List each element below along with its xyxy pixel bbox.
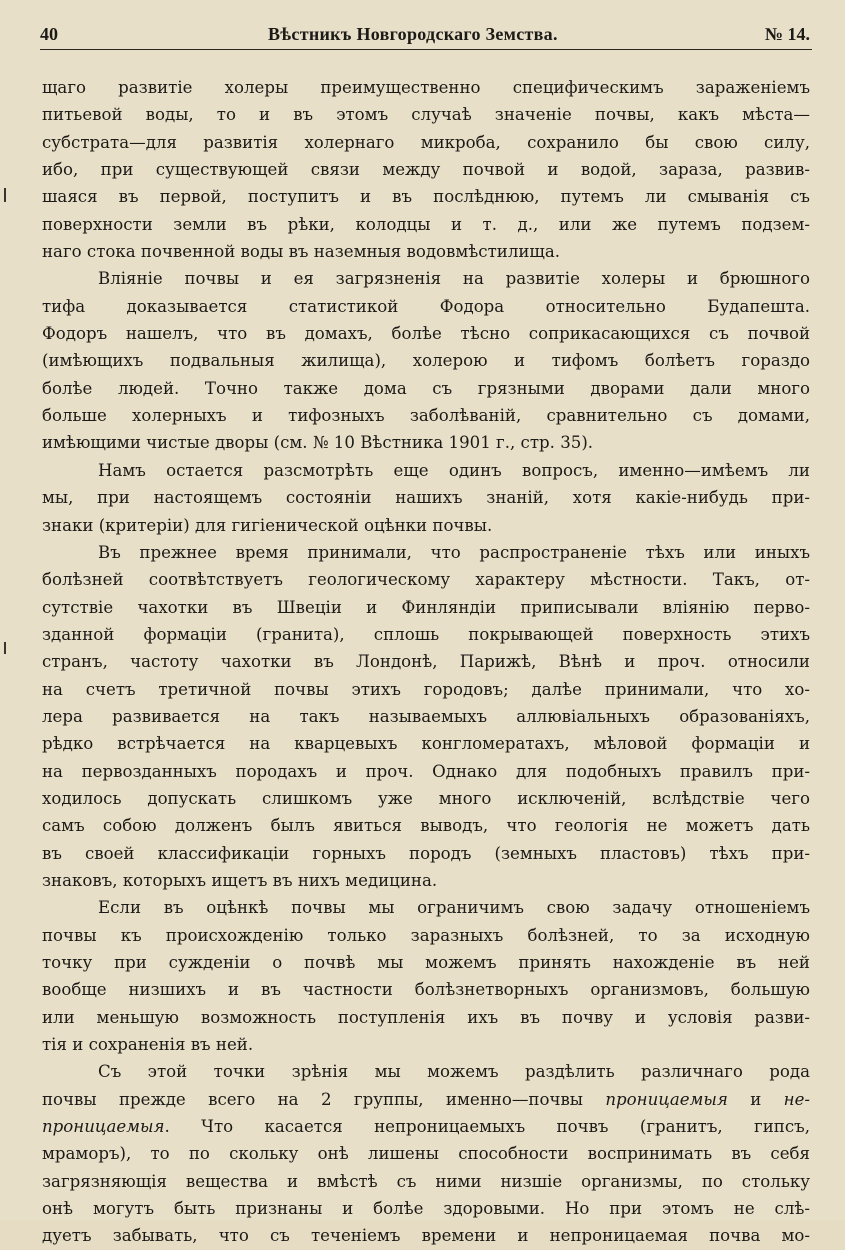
emphasis-impermeable-part1: не-	[783, 1089, 810, 1109]
page-header	[40, 22, 810, 46]
text-line: ибо, при существующей связи между почвой и водой, зараза, развив-	[42, 160, 810, 180]
page-number: 40	[40, 24, 58, 44]
text-line	[42, 1113, 810, 1140]
text-line: (имѣющихъ подвальныя жилища), холерою и тифомъ болѣетъ гораздо	[42, 351, 810, 371]
emphasis-impermeable-part2: проницаемыя	[42, 1117, 165, 1137]
text-run: и	[727, 1089, 784, 1109]
text-line	[42, 1086, 810, 1113]
text-line: ходилось допускать слишкомъ уже много исключеній, вслѣдствіе чего	[42, 788, 810, 808]
text-line: странъ, частоту чахотки въ Лондонѣ, Парижѣ, Вѣнѣ и проч. относили	[42, 652, 810, 672]
emphasis-permeable: проницаемыя	[605, 1089, 728, 1109]
text-line: лера развивается на такъ называемыхъ аллювіальныхъ образованіяхъ,	[42, 706, 810, 726]
text-run: почвы прежде всего на 2 группы, именно—почвы	[42, 1089, 606, 1109]
text-line: болѣе людей. Точно также дома съ грязными дворами дали много	[42, 378, 810, 398]
text-line: больше холерныхъ и тифозныхъ заболѣваній, сравнительно съ домами,	[42, 406, 810, 426]
text-line: сутствіе чахотки въ Швеціи и Финляндіи приписывали вліянію перво-	[42, 597, 810, 617]
text-line: вообще низшихъ и въ частности болѣзнетворныхъ организмовъ, большую	[42, 980, 810, 1000]
text-line: на первозданныхъ породахъ и проч. Однако для подобныхъ правилъ при-	[42, 761, 810, 781]
article-body	[42, 74, 810, 1250]
issue-number: № 14.	[764, 24, 810, 44]
margin-mark	[4, 188, 6, 202]
text-line: щаго развитіе холеры преимущественно специфическимъ зараженіемъ	[42, 78, 810, 97]
text-line: дуетъ забывать, что съ теченіемъ времени и непроницаемая почва мо-	[42, 1226, 810, 1246]
text-line: знаки (критеріи) для гигіенической оцѣнки почвы.	[42, 515, 493, 535]
text-line: имѣющими чистые дворы (см. № 10 Вѣстника 1901 г., стр. 35).	[42, 433, 594, 453]
text-line: рѣдко встрѣчается на кварцевыхъ конгломератахъ, мѣловой формаціи и	[42, 734, 810, 754]
text-line: Фодоръ нашелъ, что въ домахъ, болѣе тѣсно соприкасающихся съ почвой	[42, 324, 810, 344]
text-line: наго стока почвенной воды въ наземныя водовмѣстилища.	[42, 242, 561, 262]
text-line: Если въ оцѣнкѣ почвы мы ограничимъ свою задачу отношеніемъ	[98, 898, 810, 918]
header-rule	[40, 49, 812, 50]
text-run: . Что касается непроницаемыхъ почвъ (гранитъ, гипсъ,	[164, 1117, 810, 1137]
text-line: шаяся въ первой, поступитъ и въ послѣднюю, путемъ ли смыванія съ	[42, 187, 810, 207]
text-line: субстрата—для развитія холернаго микроба, сохранило бы свою силу,	[42, 132, 810, 152]
journal-title: Вѣстникъ Новгородскаго Земства.	[268, 24, 558, 44]
text-line: точку при сужденіи о почвѣ мы можемъ принять нахожденіе въ ней	[42, 953, 810, 972]
text-line: тифа доказывается статистикой Фодора относительно Будапешта.	[42, 296, 810, 316]
text-line: въ своей классификаціи горныхъ породъ (земныхъ пластовъ) тѣхъ при-	[42, 843, 810, 863]
text-line: на счетъ третичной почвы этихъ городовъ; далѣе принимали, что хо-	[42, 679, 810, 699]
text-line: Въ прежнее время принимали, что распространеніе тѣхъ или иныхъ	[98, 542, 810, 562]
text-line: онѣ могутъ быть признаны и болѣе здоровыми. Но при этомъ не слѣ-	[42, 1199, 810, 1219]
text-line: питьевой воды, то и въ этомъ случаѣ значеніе почвы, какъ мѣста—	[42, 105, 810, 125]
text-line: Съ этой точки зрѣнія мы можемъ раздѣлить различнаго рода	[98, 1062, 810, 1082]
margin-mark	[4, 642, 6, 654]
text-line: почвы къ происхожденію только заразныхъ болѣзней, то за исходную	[42, 925, 810, 945]
text-line: мы, при настоящемъ состояніи нашихъ знаній, хотя какіе-нибудь при-	[42, 488, 810, 508]
text-line: тія и сохраненія въ ней.	[42, 1035, 254, 1055]
text-line: Вліяніе почвы и ея загрязненія на развитіе холеры и брюшного	[98, 269, 810, 289]
text-line: самъ собою долженъ былъ явиться выводъ, что геологія не можетъ дать	[42, 816, 810, 836]
text-line: мраморъ), то по скольку онѣ лишены способности воспринимать въ себя	[42, 1144, 810, 1164]
text-line: загрязняющія вещества и вмѣстѣ съ ними низшіе организмы, по стольку	[42, 1171, 810, 1191]
text-line: или меньшую возможность поступленія ихъ въ почву и условія разви-	[42, 1007, 810, 1027]
text-line: знаковъ, которыхъ ищетъ въ нихъ медицина.	[42, 870, 438, 890]
text-line: зданной формаціи (гранита), сплошь покрывающей поверхность этихъ	[42, 624, 810, 644]
text-line: Намъ остается разсмотрѣть еще одинъ вопросъ, именно—имѣемъ ли	[98, 460, 810, 480]
text-line: болѣзней соотвѣтствуетъ геологическому характеру мѣстности. Такъ, от-	[42, 570, 810, 590]
text-line: поверхности земли въ рѣки, колодцы и т. д., или же путемъ подзем-	[42, 214, 810, 234]
